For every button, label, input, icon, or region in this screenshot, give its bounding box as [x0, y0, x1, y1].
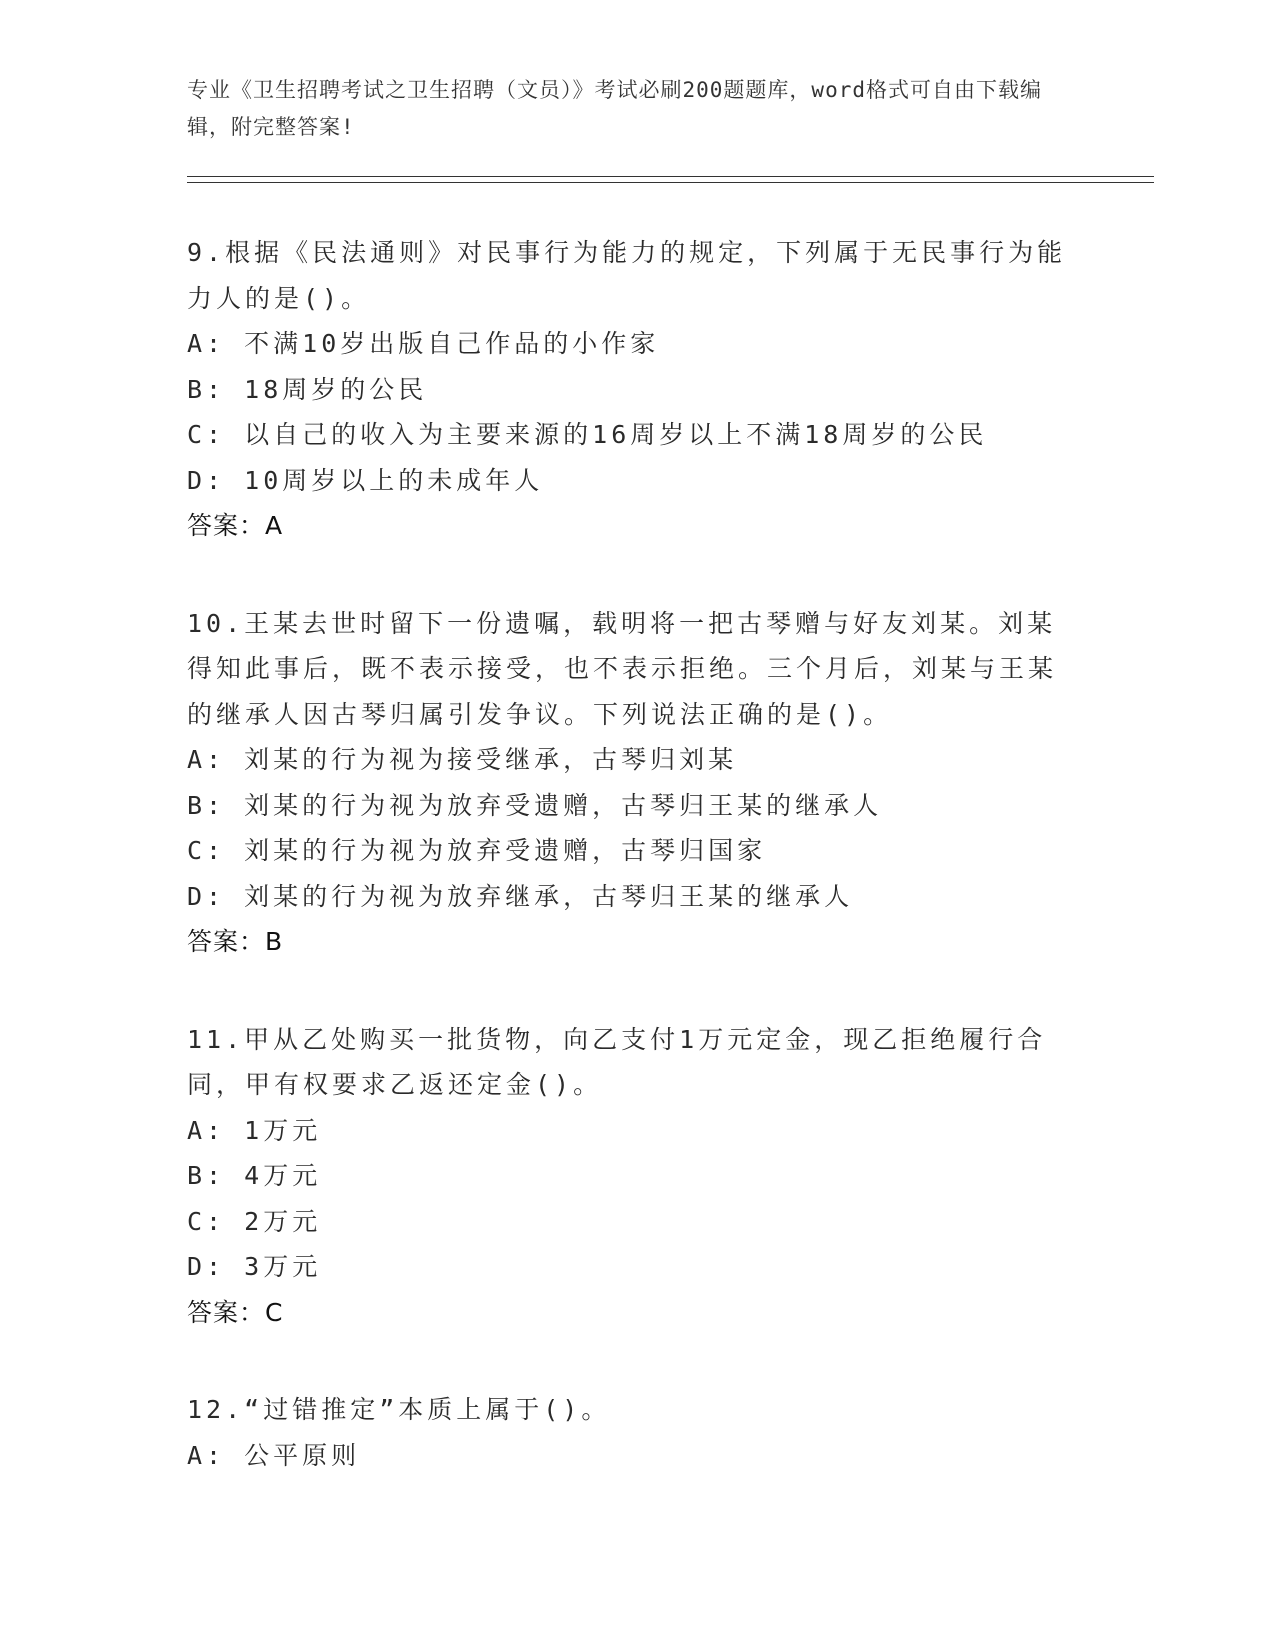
option-d: D: 10周岁以上的未成年人 — [187, 465, 544, 495]
answer-line: 答案：C — [187, 1297, 284, 1327]
question-10 — [187, 601, 1087, 965]
document-header: 专业《卫生招聘考试之卫生招聘（文员）》考试必刷200题题库，word格式可自由下载编辑，附完整答案! — [187, 78, 1042, 139]
option-a: A: 公平原则 — [187, 1440, 361, 1470]
option-b: B: 18周岁的公民 — [187, 374, 428, 404]
option-d: D: 3万元 — [187, 1252, 322, 1281]
question-stem: 11.甲从乙处购买一批货物，向乙支付1万元定金，现乙拒绝履行合同，甲有权要求乙返还定金()。 — [187, 1024, 1047, 1099]
header-divider — [187, 176, 1154, 183]
answer-line: 答案：A — [187, 511, 284, 540]
option-a: A: 刘某的行为视为接受继承，古琴归刘某 — [187, 745, 738, 774]
option-a: A: 1万元 — [187, 1115, 322, 1145]
question-11 — [187, 1017, 1087, 1336]
question-list — [187, 230, 1087, 1530]
option-b: B: 刘某的行为视为放弃受遗赠，古琴归王某的继承人 — [187, 790, 883, 820]
option-c: C: 以自己的收入为主要来源的16周岁以上不满18周岁的公民 — [187, 420, 988, 449]
option-a: A: 不满10岁出版自己作品的小作家 — [187, 329, 660, 358]
option-c: C: 2万元 — [187, 1206, 322, 1236]
option-c: C: 刘某的行为视为放弃受遗赠，古琴归国家 — [187, 836, 767, 865]
answer-line: 答案：B — [187, 927, 284, 956]
option-b: B: 4万元 — [187, 1161, 322, 1190]
option-d: D: 刘某的行为视为放弃继承，古琴归王某的继承人 — [187, 881, 854, 911]
question-stem: 10.王某去世时留下一份遗嘱，载明将一把古琴赠与好友刘某。刘某得知此事后，既不表示接受，也不表示拒绝。三个月后，刘某与王某的继承人因古琴归属引发争议。下列说法正确的是()。 — [187, 608, 1058, 729]
question-stem: 9.根据《民法通则》对民事行为能力的规定，下列属于无民事行为能力人的是()。 — [187, 238, 1067, 313]
question-12 — [187, 1387, 1087, 1478]
question-stem: 12.“过错推定”本质上属于()。 — [187, 1395, 611, 1424]
question-9 — [187, 230, 1087, 549]
